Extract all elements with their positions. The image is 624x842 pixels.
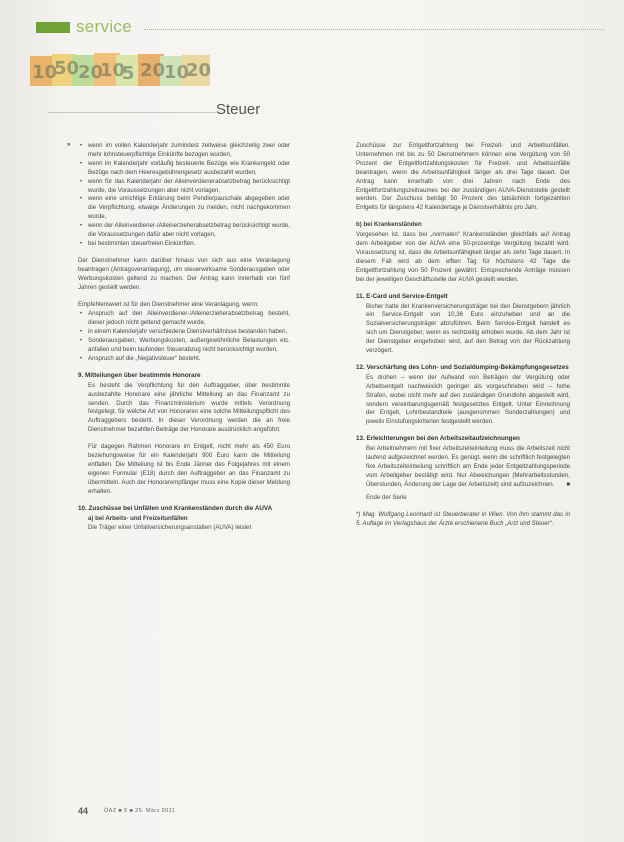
section-9 [78,372,290,497]
svg-text:20: 20 [78,62,104,83]
article-heading: Steuer [216,101,261,118]
paragraph [366,445,570,490]
section-text: Bei Arbeitnehmern mit fixer Arbeitszeiteinteilung muss die Arbeitszeit nicht laufend aufgezeichnet werden. Es genügt, wenn die schriftlich festgelegten fixe Arbeitszeiteinteilung schriftlich am Ende jeder Entgeltzahlungsperiode vom Arbeitgeber bestätigt wird. Nur Abweichungen (Mehrarbeitsstunden, Überstunden, Änderung der Lage der Arbeitszeit) sind aufzuzeichnen. [366,445,570,488]
svg-text:20: 20 [140,60,166,81]
list-item: • wenn im Kalenderjahr vorläufig besteuerte Bezüge wie Krankengeld oder Bezüge nach dem Heeresgebührengesetz ausbezahlt wurden, [88,160,290,178]
end-mark-icon: ■ [566,480,570,488]
heading-rule [48,112,216,113]
svg-text:50: 50 [54,58,80,79]
section-heading: 13. Erleichterungen bei den Arbeitszeitaufzeichnungen [356,435,520,443]
list-item: • bei bestimmten steuerfreien Einkünften. [88,240,290,249]
continuation-marker: » [67,142,71,148]
paragraph: Die Träger einer Unfallversicherungsanstalten (AUVA) leistet [88,524,252,532]
list-item: • wenn im vollen Kalenderjahr zumindest zeitweise gleichzeitig zwei oder mehr lohnsteuerpflichtige Einkünfte bezogen wurden, [88,142,290,160]
paragraph: Es drohen – wenn der Aufwand von Beträgen der Vergütung oder Arbeitsentgelt nachweislich geringer als vorgeschrieben wird – hohe Strafen, wobei nicht mehr auf den zuständigen Grundlohn abgestellt wird, sondern vereinbarungsgemäß festgesetztes Entgelt. Unter Einrechnung der Entgelt, Lohnbestandteile (ausgenommen Sonderzahlungen) und jeweils Einstufungskriterien festgestellt werden. [366,373,570,426]
list-item: • in einem Kalenderjahr verschiedene Dienstverhältnisse bestanden haben, [88,328,290,337]
series-end-note: Ende der Serie [366,493,407,501]
paragraph: Der Dienstnehmer kann darüber hinaus von sich aus eine Veranlagung beantragen (Antragsveranlagung), um steuerwirksame Sonderausgaben oder Werbungskosten geltend zu machen. Der Antrag kann innerhalb von fünf Jahren gestellt werden. [78,256,290,291]
publication-info: ÖAZ ■ 6 ■ 25. März 2011 [104,808,176,814]
paragraph: Vorgesehen ist, dass bei „normalen“ Krankenständen gleichfalls auf Antrag dem Arbeitgeber von der AUVA eine 50-prozentige Vergütung bezahlt wird. Voraussetzung ist, dass die Arbeitsunfähigkeit länger als zehn Tage dauert. In diesem Fall wird ab dem elften Tag für höchstens 42 Tage die Entgeltfortzahlung von 50 Prozent gewährt. Entsprechende Anträge müssen bei der jeweiligen Geschäftsstelle der AUVA gestellt werden. [356,231,570,283]
section-heading: 11. E-Card und Service-Entgelt [356,292,448,300]
paragraph: Bisher hatte der Krankenversicherungsträger bei den Dienstgebern jährlich ein Service-Entgelt von 10,36 Euro einzuheben und an die Sozialversicherungsträger abzuführen. Beim Service-Entgelt handelt es sich um Dienstgeber, wenn es rechtzeitig erhoben wurde. Ab dem Jahr ist der Dienstgeber eingehoben wird, auf den Betrag von der Rückzahlung verzögert. [366,302,570,355]
list-item: • Sonderausgaben, Werbungskosten, außergewöhnliche Belastungen etc. anfallen und beim laufenden Steuerabzug nicht berücksichtigt wurden, [88,337,290,355]
svg-text:10: 10 [100,60,126,81]
page-number: 44 [78,806,89,816]
left-column [78,142,290,541]
banknotes-illustration [30,52,212,88]
list-item: • Anspruch auf den Alleinverdiener-/Alleinerzieherabsetzbetrag besteht, dieser jedoch nicht geltend gemacht wurde, [88,310,290,328]
bullet-list-obligations [78,142,290,249]
section-10 [78,505,290,534]
section-11 [356,293,570,356]
header-rule [144,29,604,30]
section-12 [356,364,570,427]
section-13 [356,435,570,502]
right-column [356,142,570,536]
paragraph: Empfehlenswert ist für den Dienstnehmer eine Veranlagung, wenn: [78,300,259,308]
svg-text:10: 10 [164,62,190,83]
author-note: *) Mag. Wolfgang Leonhard ist Steuerberater in Wien. Von ihm stammt das in 5. Auflage im Verlagshaus der Ärzte erschienene Buch „Arzt und Steuer“. [356,510,570,527]
bullet-list-recommendations [78,310,290,363]
svg-text:10: 10 [32,62,58,83]
section-heading: 12. Verschärfung des Lohn- und Sozialdumping-Bekämpfungsgesetzes [356,363,569,371]
list-item: • wenn der Alleinverdiener-/Alleinerzieherabsetzbetrag berücksichtigt wurde, die Voraussetzungen dafür aber nicht vorlagen, [88,222,290,240]
banknotes-image [30,52,212,88]
paragraph: Es besteht die Verpflichtung für den Auftraggeber, über bestimmte ausbezahlte Honorare eine jährliche Mitteilung an das Finanzamt zu senden. Durch das Finanzministerium wurde mittels Verordnung festgelegt, für welche Art von Honoraren eine solche Mitteilungspflicht des Auftraggebers besteht. In dieser Verordnung werden die an freie Dienstnehmer bezahlten Beiträge der Honorare ausdrücklich angeführt. [88,381,290,434]
list-item: • wenn eine unrichtige Erklärung beim Pendlerpauschale abgegeben oder die Verpflichtung, etwaige Änderungen zu melden, nicht nachgekommen wurde, [88,195,290,222]
paragraph: Zuschüsse zur Entgeltfortzahlung bei Freizeit- und Arbeitsunfällen. Unternehmen mit bis zu 50 Dienstnehmern können eine Vergütung von 50 Prozent der Entgeltfortzahlungskosten für Freizeit- und Arbeitsunfälle beantragen, wenn die Arbeitsunfähigkeit länger als drei Tage dauert. Der Antrag kann innerhalb von drei Jahren nach Ende des Entgeltfortzahlungszeitraumes bei der zuständigen AUVA-Dienststelle gestellt werden. Der Zuschuss beträgt 50 Prozent des tatsächlich fortgezahlten Entgelts für längstens 42 Kalendertage je Dienstverhältnis pro Jahr. [356,142,570,212]
section-title: service [76,17,132,36]
svg-text:20: 20 [186,60,212,81]
section-heading: 10. Zuschüsse bei Unfällen und Krankenständen durch die AUVA [78,504,273,512]
list-item: • Anspruch auf die „Negativsteuer“ besteht. [88,355,290,364]
svg-text:5: 5 [122,63,135,84]
section-color-bar [36,22,70,33]
section-heading: 9. Mitteilungen über bestimmte Honorare [78,371,201,379]
subheading: a) bei Arbeits- und Freizeitunfällen [88,514,188,522]
paragraph: Für dagegen Rahmen Honorare im Entgelt, nicht mehr als 450 Euro beziehungsweise für ein Kalenderjahr 900 Euro kann die Mitteilung entfallen. Die Mitteilung ist bis Ende Jänner des Folgejahres mit einem eigenen Formular (E18) durch den Auftraggeber an das Finanzamt zu übermitteln. Auch der Honorarempfänger muss eine Kopie dieser Meldung erhalten. [88,443,290,495]
subheading: b) bei Krankenständen [356,221,422,229]
list-item: • wenn für das Kalenderjahr der Alleinverdienerabsetzbetrag berücksichtigt wurde, die Voraussetzungen aber nicht vorlagen, [88,178,290,196]
